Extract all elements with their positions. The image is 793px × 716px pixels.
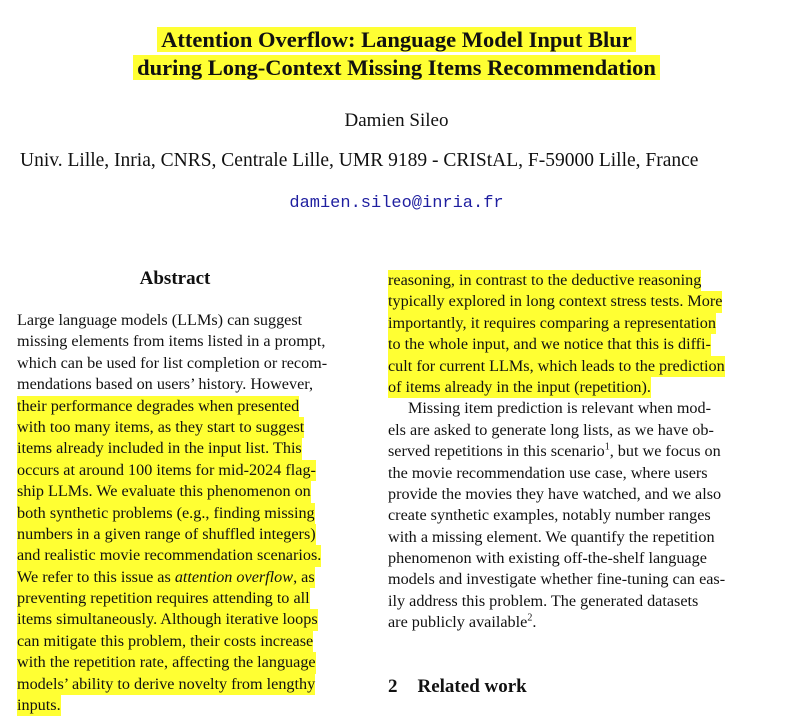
- body-line: provide the movies they have watched, and we also: [388, 484, 722, 503]
- body-line: els are asked to generate long lists, as we have ob-: [388, 420, 714, 439]
- affiliation: Univ. Lille, Inria, CNRS, Centrale Lille, UMR 9189 - CRIStAL, F-59000 Lille, France: [20, 150, 699, 171]
- abstract-line: We refer to this issue as attention overflow, as: [17, 567, 315, 588]
- abstract-line: with the repetition rate, affecting the language: [17, 652, 316, 673]
- abstract-line: both synthetic problems (e.g., finding missing: [17, 503, 315, 524]
- body-text: .: [532, 613, 537, 632]
- emphasis-term: attention overflow: [174, 567, 294, 586]
- abstract-line: their performance degrades when presented: [17, 396, 299, 417]
- body-text: served repetitions in this scenario: [388, 442, 605, 461]
- title-line-1: Attention Overflow: Language Model Input Blur: [157, 27, 636, 52]
- body-line: typically explored in long context stress tests. More: [388, 291, 722, 312]
- body-line: reasoning, in contrast to the deductive reasoning: [388, 270, 701, 291]
- abstract-line: models’ ability to derive novelty from lengthy: [17, 674, 315, 695]
- section-title: Related work: [417, 676, 527, 697]
- body-line: [388, 441, 721, 462]
- body-line: the movie recommendation use case, where users: [388, 463, 708, 482]
- abstract-line: Large language models (LLMs) can suggest: [17, 311, 303, 329]
- abstract-line: missing elements from items listed in a prompt,: [17, 332, 326, 351]
- footnote-ref-2[interactable]: 2: [527, 612, 533, 624]
- right-column-body: [388, 270, 760, 634]
- body-text: are publicly available: [388, 613, 528, 632]
- title-line-2: during Long-Context Missing Items Recommendation: [133, 55, 660, 80]
- body-line: Missing item prediction is relevant when mod-: [408, 399, 712, 418]
- body-line: cult for current LLMs, which leads to the prediction: [388, 356, 725, 377]
- abstract-line: with too many items, as they start to suggest: [17, 417, 304, 438]
- abstract-line: numbers in a given range of shuffled integers): [17, 524, 316, 545]
- footnote-ref-1[interactable]: 1: [604, 441, 610, 453]
- body-line: create synthetic examples, notably number ranges: [388, 506, 711, 525]
- abstract-line: occurs at around 100 items for mid-2024 flag-: [17, 460, 316, 481]
- body-line: ily address this problem. The generated datasets: [388, 591, 699, 610]
- abstract-line: inputs.: [17, 695, 61, 716]
- body-line: [388, 612, 536, 633]
- section-number: 2: [388, 676, 398, 697]
- abstract-heading: Abstract: [139, 268, 211, 289]
- abstract-line: mendations based on users’ history. However,: [17, 375, 314, 394]
- abstract-line: preventing repetition requires attending to all: [17, 588, 310, 609]
- abstract-line: which can be used for list completion or recom-: [17, 353, 328, 372]
- body-line: phenomenon with existing off-the-shelf language: [388, 549, 707, 568]
- body-line: of items already in the input (repetition).: [388, 377, 651, 398]
- body-text: , but we focus on: [609, 442, 721, 461]
- abstract-line: ship LLMs. We evaluate this phenomenon on: [17, 481, 311, 502]
- abstract-line: items already included in the input list. This: [17, 438, 302, 459]
- abstract-line: and realistic movie recommendation scenarios.: [17, 545, 321, 566]
- paper-title: [0, 26, 793, 82]
- body-line: models and investigate whether fine-tuning can eas-: [388, 570, 726, 589]
- abstract-line: items simultaneously. Although iterative loops: [17, 609, 318, 630]
- author-email[interactable]: damien.sileo@inria.fr: [289, 194, 504, 213]
- abstract-body: [17, 310, 333, 716]
- author-name: Damien Sileo: [344, 110, 449, 131]
- abstract-line: can mitigate this problem, their costs increase: [17, 631, 313, 652]
- body-line: to the whole input, and we notice that this is diffi-: [388, 334, 711, 355]
- body-line: with a missing element. We quantify the repetition: [388, 527, 715, 546]
- section-heading: [388, 676, 527, 698]
- body-line: importantly, it requires comparing a representation: [388, 313, 716, 334]
